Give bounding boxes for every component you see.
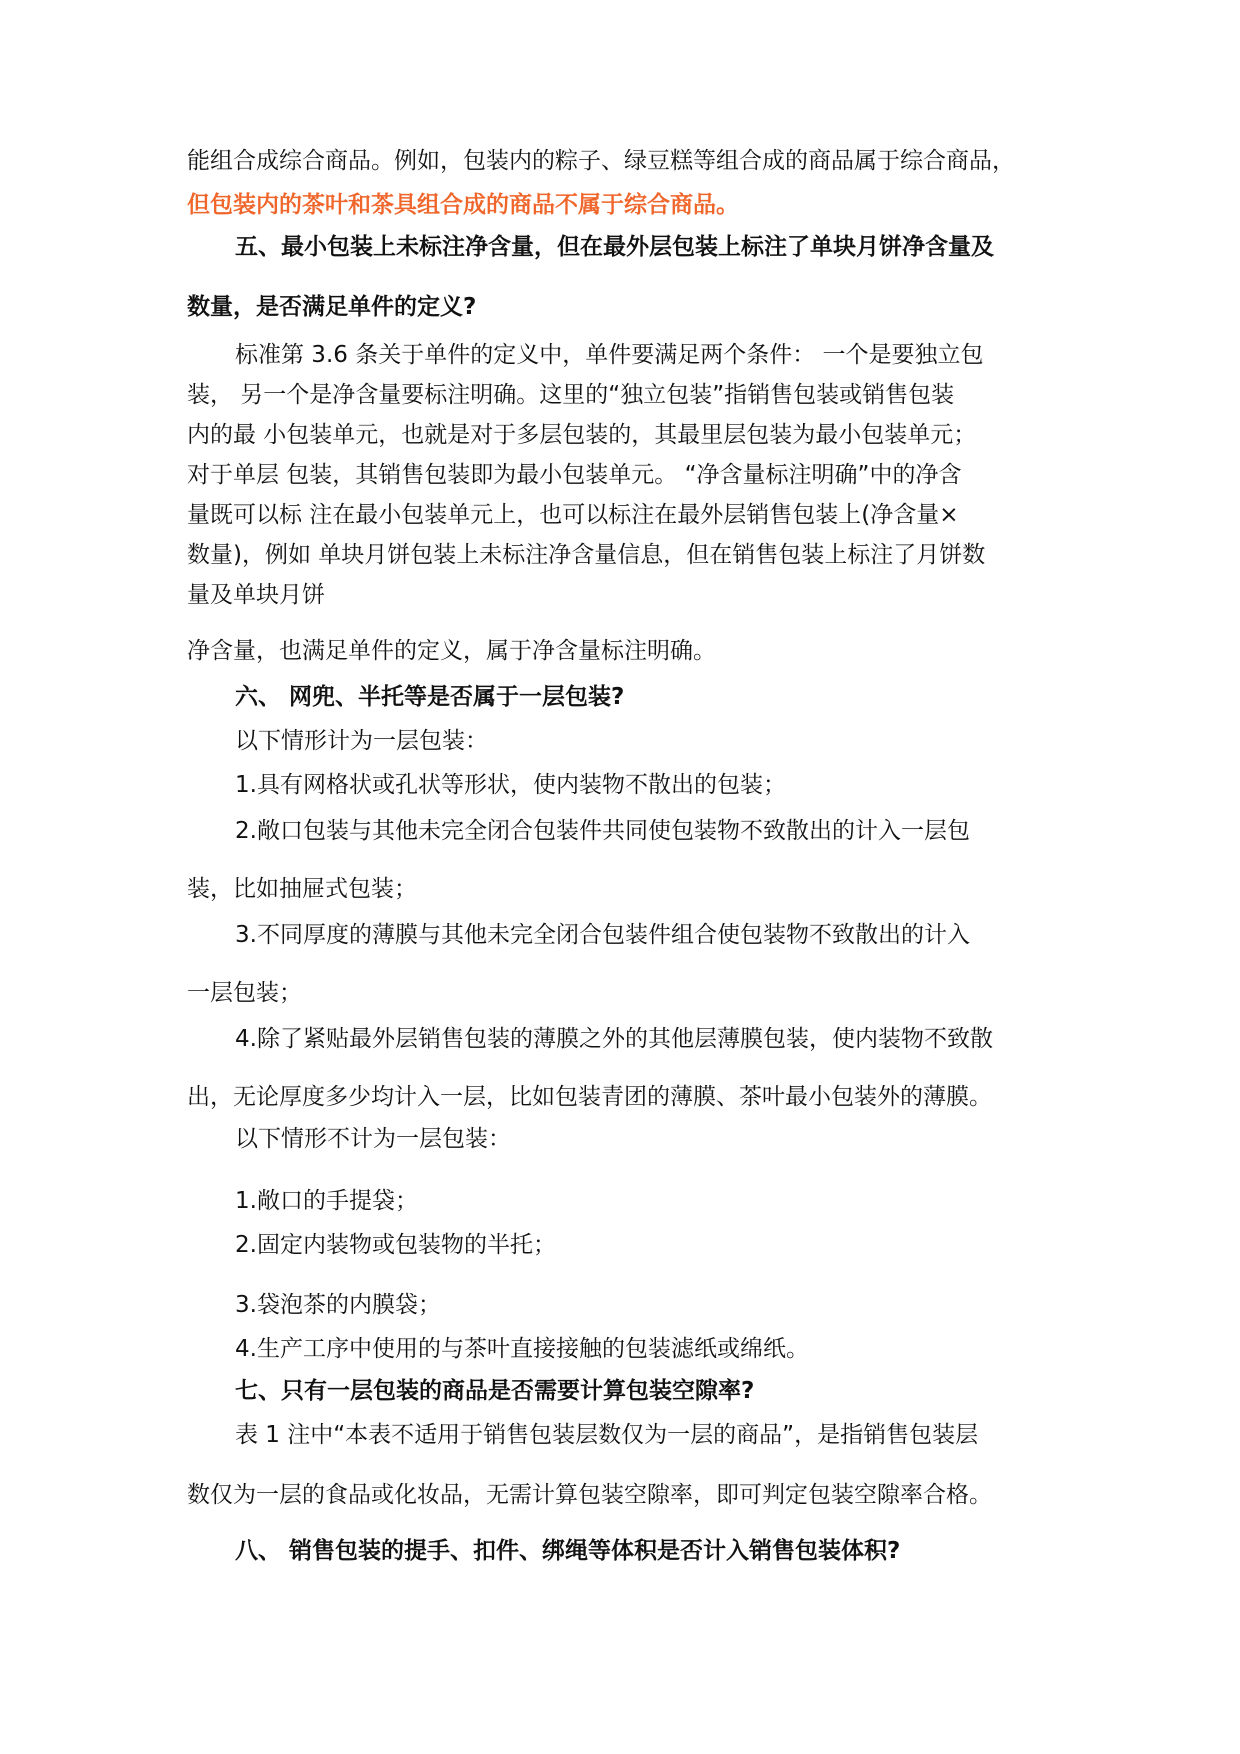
list-item: 4.生产工序中使用的与茶叶直接接触的包装滤纸或绵纸。 xyxy=(235,1336,809,1362)
list-item-cont: 装，比如抽屉式包装； xyxy=(187,876,417,902)
paragraph-line: 量及单块月饼 xyxy=(187,582,325,608)
section-heading-5: 五、最小包装上未标注净含量，但在最外层包装上标注了单块月饼净含量及 xyxy=(235,234,994,260)
highlighted-line: 但包装内的茶叶和茶具组合成的商品不属于综合商品。 xyxy=(187,192,739,218)
section-heading-8: 八、 销售包装的提手、扣件、绑绳等体积是否计入销售包装体积? xyxy=(235,1538,901,1564)
paragraph-line: 标准第 3.6 条关于单件的定义中，单件要满足两个条件： 一个是要独立包 xyxy=(235,342,984,368)
list-item: 1.具有网格状或孔状等形状，使内装物不散出的包装； xyxy=(235,772,786,798)
list-item-cont: 一层包装； xyxy=(187,980,302,1006)
list-item: 3.袋泡茶的内膜袋； xyxy=(235,1292,441,1318)
section-heading-6: 六、 网兜、半托等是否属于一层包装? xyxy=(235,684,625,710)
paragraph-line: 净含量，也满足单件的定义，属于净含量标注明确。 xyxy=(187,638,716,664)
paragraph-line: 以下情形计为一层包装： xyxy=(235,728,488,754)
list-item: 1.敞口的手提袋； xyxy=(235,1188,418,1214)
paragraph-line: 装， 另一个是净含量要标注明确。这里的“独立包装”指销售包装或销售包装 xyxy=(187,382,955,408)
paragraph-line: 内的最 小包装单元，也就是对于多层包装的，其最里层包装为最小包装单元； xyxy=(187,422,977,448)
paragraph-line: 对于单层 包装，其销售包装即为最小包装单元。 “净含量标注明确”中的净含 xyxy=(187,462,962,488)
list-item: 2.敞口包装与其他未完全闭合包装件共同使包装物不致散出的计入一层包 xyxy=(235,818,970,844)
list-item: 4.除了紧贴最外层销售包装的薄膜之外的其他层薄膜包装，使内装物不致散 xyxy=(235,1026,993,1052)
list-item: 3.不同厚度的薄膜与其他未完全闭合包装件组合使包装物不致散出的计入 xyxy=(235,922,970,948)
paragraph-line: 能组合成综合商品。例如，包装内的粽子、绿豆糕等组合成的商品属于综合商品， xyxy=(187,148,1015,174)
paragraph-line: 数量)，例如 单块月饼包装上未标注净含量信息，但在销售包装上标注了月饼数 xyxy=(187,542,986,568)
section-heading-7: 七、只有一层包装的商品是否需要计算包装空隙率? xyxy=(235,1378,755,1404)
paragraph-line: 表 1 注中“本表不适用于销售包装层数仅为一层的商品”，是指销售包装层 xyxy=(235,1422,979,1448)
list-item-cont: 出，无论厚度多少均计入一层，比如包装青团的薄膜、茶叶最小包装外的薄膜。 xyxy=(187,1084,992,1110)
paragraph-line: 以下情形不计为一层包装： xyxy=(235,1126,511,1152)
list-item: 2.固定内装物或包装物的半托； xyxy=(235,1232,556,1258)
paragraph-line: 数仅为一层的食品或化妆品，无需计算包装空隙率，即可判定包装空隙率合格。 xyxy=(187,1482,992,1508)
paragraph-line: 量既可以标 注在最小包装单元上，也可以标注在最外层销售包装上(净含量× xyxy=(187,502,959,528)
section-heading-5-cont: 数量，是否满足单件的定义? xyxy=(187,294,477,320)
